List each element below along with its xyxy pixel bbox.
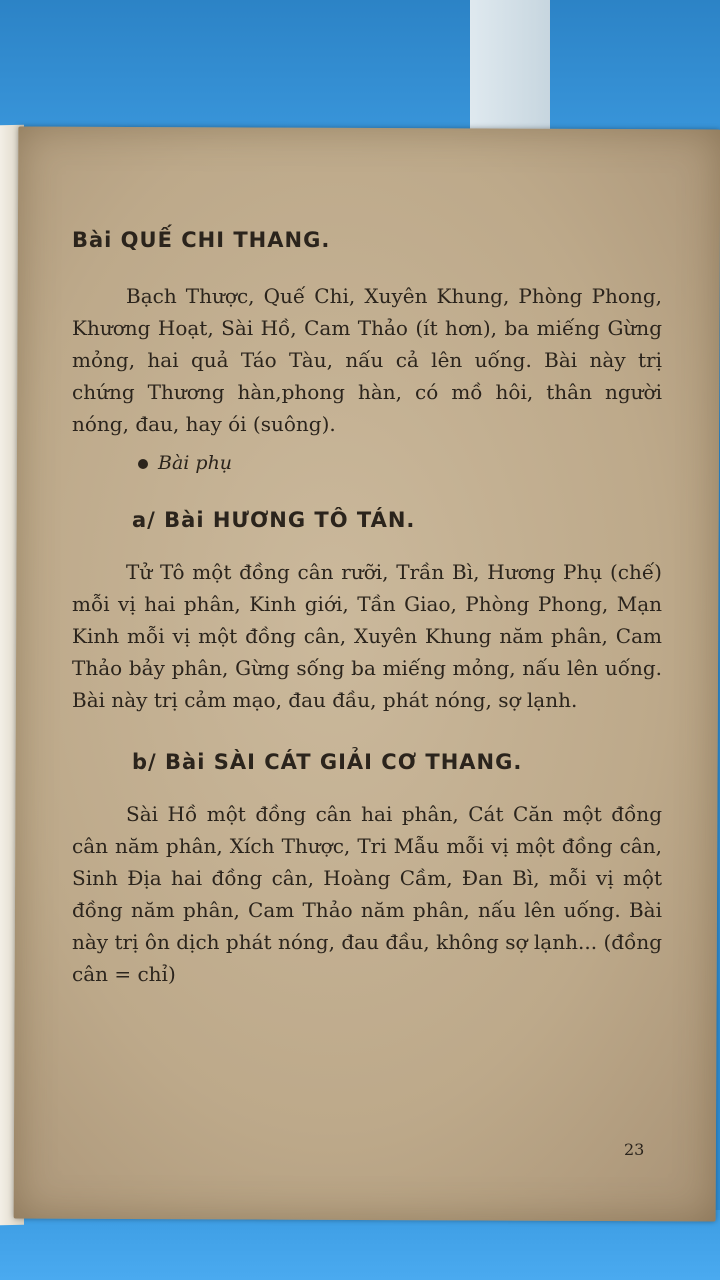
page-text (72, 218, 662, 990)
sub-section-label (72, 452, 662, 474)
heading-huong-to-tan: a/ Bài HƯƠNG TÔ TÁN. (132, 508, 416, 532)
paragraph-huong-to-tan: Tử Tô một đồng cân rưỡi, Trần Bì, Hương Phụ (chế) mỗi vị hai phân, Kinh giới, Tần Giao, Phòng Phong, Mạn Kinh mỗi vị một đồng cân, Xuyên Khung năm phân, Cam Thảo bảy phân, Gừng sống ba miếng mỏng, nấu lên uống. Bài này trị cảm mạo, đau đầu, phát nóng, sợ lạnh. (72, 560, 662, 712)
paragraph-que-chi-thang: Bạch Thược, Quế Chi, Xuyên Khung, Phòng Phong, Khương Hoạt, Sài Hồ, Cam Thảo (ít hơn), ba miếng Gừng mỏng, hai quả Táo Tàu, nấu cả lên uống. Bài này trị chứng Thương hàn,phong hàn, có mồ hôi, thân người nóng, đau, hay ói (suông). (72, 284, 662, 436)
heading-sai-cat-giai-co-thang: b/ Bài SÀI CÁT GIẢI CƠ THANG. (132, 750, 523, 774)
heading-que-chi-thang: Bài QUẾ CHI THANG. (72, 228, 331, 252)
bullet-icon (138, 459, 148, 469)
paragraph-sai-cat-giai-co-thang: Sài Hồ một đồng cân hai phân, Cát Căn một đồng cân năm phân, Xích Thược, Tri Mẫu mỗi vị một đồng cân, Sinh Địa hai đồng cân, Hoàng Cầm, Đan Bì, mỗi vị một đồng năm phân, Cam Thảo năm phân, nấu lên uống. Bài này trị ôn dịch phát nóng, đau đầu, không sợ lạnh... (đồng cân = chỉ) (72, 802, 662, 986)
page-number: 23 (624, 1140, 645, 1159)
sub-label-text: Bài phụ (158, 452, 233, 474)
